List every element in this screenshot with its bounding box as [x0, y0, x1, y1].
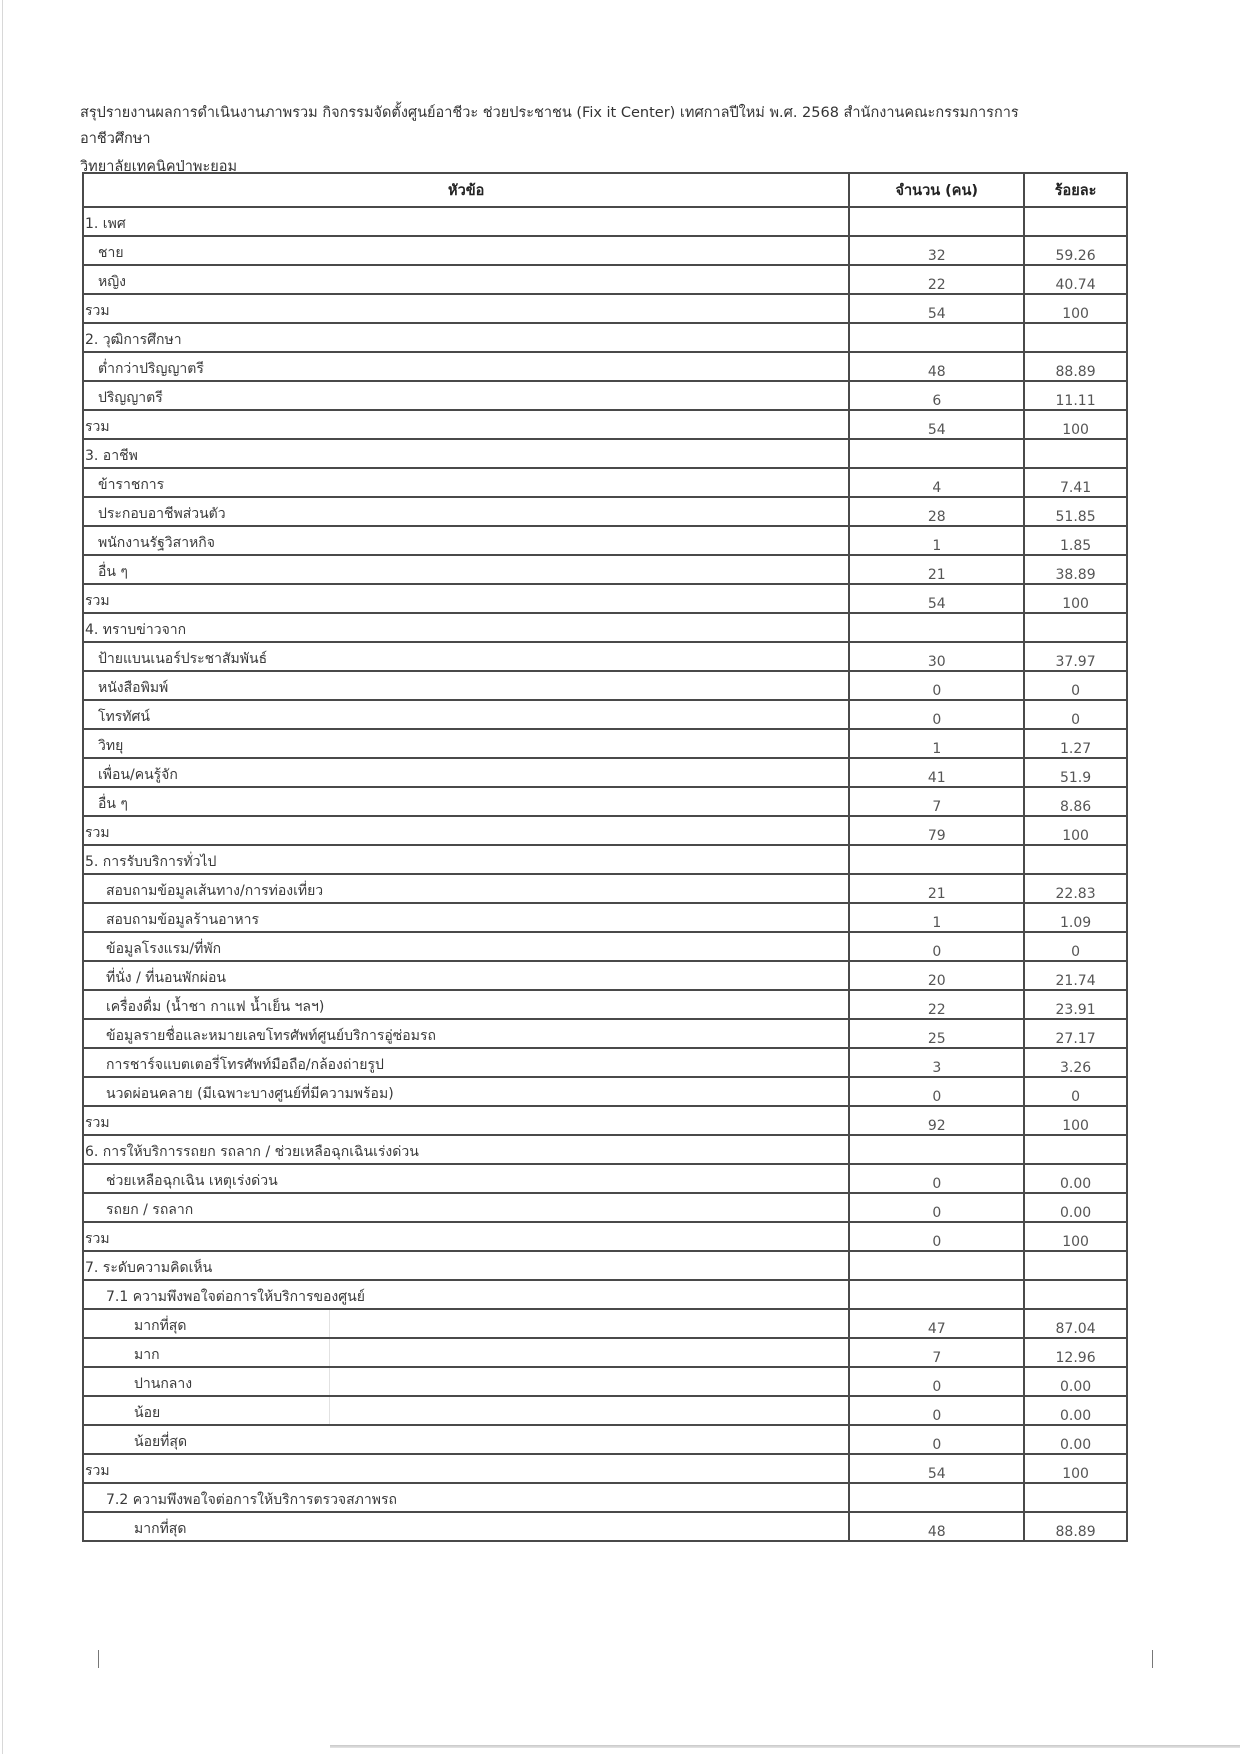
table-row — [83, 1193, 1127, 1222]
table-section-row — [83, 323, 1127, 352]
page-edge — [2, 0, 3, 1754]
row-label-cell — [83, 1309, 849, 1338]
row-label-cell — [83, 874, 849, 903]
table-row — [83, 1512, 1127, 1541]
row-label-cell — [83, 1164, 849, 1193]
row-label: 3. อาชีพ — [85, 448, 138, 464]
row-count: 7 — [849, 1338, 1024, 1367]
row-label: โทรทัศน์ — [98, 709, 150, 725]
table-section-row — [83, 1483, 1127, 1512]
table-row — [83, 729, 1127, 758]
table-row — [83, 265, 1127, 294]
row-percent: 0 — [1024, 700, 1127, 729]
row-label: พนักงานรัฐวิสาหกิจ — [98, 535, 215, 551]
row-percent: 8.86 — [1024, 787, 1127, 816]
row-percent: 0.00 — [1024, 1193, 1127, 1222]
row-percent: 27.17 — [1024, 1019, 1127, 1048]
table-row — [83, 381, 1127, 410]
table-header-row — [83, 173, 1127, 207]
row-label-cell — [83, 439, 849, 468]
table-row — [83, 497, 1127, 526]
row-count: 3 — [849, 1048, 1024, 1077]
row-percent: 59.26 — [1024, 236, 1127, 265]
row-count: 0 — [849, 1222, 1024, 1251]
document-title — [80, 100, 1080, 152]
row-percent: 7.41 — [1024, 468, 1127, 497]
row-percent — [1024, 1483, 1127, 1512]
row-label-cell — [83, 642, 849, 671]
row-label: รถยก / รถลาก — [106, 1202, 194, 1218]
row-count — [849, 1135, 1024, 1164]
row-count: 48 — [849, 352, 1024, 381]
row-percent: 1.27 — [1024, 729, 1127, 758]
row-label-cell — [83, 932, 849, 961]
row-label-cell — [83, 323, 849, 352]
row-label-cell — [83, 816, 849, 845]
row-label-cell — [83, 758, 849, 787]
row-label-cell — [83, 1425, 849, 1454]
row-label-cell — [83, 990, 849, 1019]
row-count: 28 — [849, 497, 1024, 526]
row-label-cell — [83, 1135, 849, 1164]
row-label-cell — [83, 1019, 849, 1048]
table-row — [83, 961, 1127, 990]
row-label: 7.1 ความพึงพอใจต่อการให้บริการของศูนย์ — [106, 1289, 365, 1305]
page-edge-bottom — [330, 1745, 1240, 1748]
row-count — [849, 1280, 1024, 1309]
row-count: 1 — [849, 526, 1024, 555]
row-label: 6. การให้บริการรถยก รถลาก / ช่วยเหลือฉุกเฉินเร่งด่วน — [85, 1144, 419, 1160]
row-percent: 11.11 — [1024, 381, 1127, 410]
table-row — [83, 1164, 1127, 1193]
row-label: ชาย — [98, 245, 124, 261]
row-count: 79 — [849, 816, 1024, 845]
table-total-row — [83, 1106, 1127, 1135]
row-count: 32 — [849, 236, 1024, 265]
row-label: นวดผ่อนคลาย (มีเฉพาะบางศูนย์ที่มีความพร้อม) — [106, 1086, 394, 1102]
row-percent: 0 — [1024, 1077, 1127, 1106]
table-row — [83, 468, 1127, 497]
header-count: จำนวน (คน) — [849, 173, 1024, 207]
row-percent: 0.00 — [1024, 1164, 1127, 1193]
table-row — [83, 1048, 1127, 1077]
row-label: เครื่องดื่ม (น้ำชา กาแฟ น้ำเย็น ฯลฯ) — [106, 999, 325, 1015]
row-count — [849, 845, 1024, 874]
row-count: 54 — [849, 584, 1024, 613]
row-count — [849, 207, 1024, 236]
header-topic: หัวข้อ — [83, 173, 849, 207]
row-label-cell — [83, 700, 849, 729]
row-label: ข้าราชการ — [98, 477, 165, 493]
table-row — [83, 758, 1127, 787]
row-label-cell — [83, 236, 849, 265]
table-row — [83, 932, 1127, 961]
row-label: วิทยุ — [98, 738, 124, 754]
row-label-cell — [83, 526, 849, 555]
row-percent — [1024, 439, 1127, 468]
table-row — [83, 903, 1127, 932]
table-total-row — [83, 294, 1127, 323]
row-count: 0 — [849, 671, 1024, 700]
row-percent: 37.97 — [1024, 642, 1127, 671]
row-count — [849, 613, 1024, 642]
row-label-cell — [83, 961, 849, 990]
row-count: 0 — [849, 700, 1024, 729]
row-percent: 100 — [1024, 294, 1127, 323]
table-row — [83, 1019, 1127, 1048]
row-percent: 51.85 — [1024, 497, 1127, 526]
row-count: 47 — [849, 1309, 1024, 1338]
row-percent: 38.89 — [1024, 555, 1127, 584]
row-percent — [1024, 613, 1127, 642]
row-count: 54 — [849, 410, 1024, 439]
table-row — [83, 700, 1127, 729]
row-percent — [1024, 1280, 1127, 1309]
college-name: วิทยาลัยเทคนิคป่าพะยอม — [80, 159, 238, 175]
row-percent: 87.04 — [1024, 1309, 1127, 1338]
row-label: สอบถามข้อมูลร้านอาหาร — [106, 912, 260, 928]
table-tail-line — [98, 1650, 99, 1668]
row-percent: 0 — [1024, 671, 1127, 700]
title-line-2: อาชีวศึกษา — [80, 131, 151, 147]
table-row — [83, 1309, 1127, 1338]
table-row — [83, 236, 1127, 265]
row-count: 0 — [849, 1164, 1024, 1193]
table-row — [83, 1077, 1127, 1106]
row-percent — [1024, 1251, 1127, 1280]
table-row — [83, 1425, 1127, 1454]
row-label: 1. เพศ — [85, 216, 126, 232]
row-percent: 21.74 — [1024, 961, 1127, 990]
row-percent: 1.09 — [1024, 903, 1127, 932]
row-count — [849, 439, 1024, 468]
row-label-cell — [83, 1193, 849, 1222]
row-count: 1 — [849, 903, 1024, 932]
table-section-row — [83, 613, 1127, 642]
row-label-cell — [83, 381, 849, 410]
row-percent — [1024, 207, 1127, 236]
table-row — [83, 874, 1127, 903]
table-section-row — [83, 1280, 1127, 1309]
row-count: 4 — [849, 468, 1024, 497]
table-row — [83, 671, 1127, 700]
row-percent: 0.00 — [1024, 1396, 1127, 1425]
row-label-cell — [83, 671, 849, 700]
row-label: อื่น ๆ — [98, 564, 128, 580]
row-label: มากที่สุด — [134, 1521, 187, 1537]
row-label: ข้อมูลรายชื่อและหมายเลขโทรศัพท์ศูนย์บริการอู่ซ่อมรถ — [106, 1028, 436, 1044]
row-count: 0 — [849, 1193, 1024, 1222]
table-total-row — [83, 584, 1127, 613]
row-count: 41 — [849, 758, 1024, 787]
row-label: ปริญญาตรี — [98, 390, 163, 406]
row-label: อื่น ๆ — [98, 796, 128, 812]
row-count: 25 — [849, 1019, 1024, 1048]
row-count: 1 — [849, 729, 1024, 758]
row-label: 4. ทราบข่าวจาก — [85, 622, 187, 638]
row-label-cell — [83, 729, 849, 758]
row-label-cell — [83, 294, 849, 323]
table-section-row — [83, 1135, 1127, 1164]
row-label: หนังสือพิมพ์ — [98, 680, 169, 696]
row-label-cell — [83, 1483, 849, 1512]
row-percent: 100 — [1024, 1106, 1127, 1135]
row-label-cell — [83, 468, 849, 497]
row-percent: 100 — [1024, 1454, 1127, 1483]
row-count: 54 — [849, 1454, 1024, 1483]
row-percent: 23.91 — [1024, 990, 1127, 1019]
row-count: 22 — [849, 990, 1024, 1019]
row-count: 0 — [849, 1077, 1024, 1106]
row-percent: 12.96 — [1024, 1338, 1127, 1367]
table-row — [83, 352, 1127, 381]
row-label: รวม — [85, 1231, 110, 1247]
row-label-cell — [83, 1367, 849, 1396]
row-label-cell — [83, 1251, 849, 1280]
row-count — [849, 323, 1024, 352]
row-percent — [1024, 323, 1127, 352]
table-row — [83, 990, 1127, 1019]
table-tail-line-right — [1152, 1650, 1153, 1668]
row-label-cell — [83, 265, 849, 294]
row-label: รวม — [85, 593, 110, 609]
table-total-row — [83, 410, 1127, 439]
row-percent: 100 — [1024, 816, 1127, 845]
row-count: 92 — [849, 1106, 1024, 1135]
row-count: 48 — [849, 1512, 1024, 1541]
row-percent — [1024, 845, 1127, 874]
row-percent: 40.74 — [1024, 265, 1127, 294]
row-percent: 0.00 — [1024, 1425, 1127, 1454]
row-count: 7 — [849, 787, 1024, 816]
row-label: รวม — [85, 303, 110, 319]
row-percent — [1024, 1135, 1127, 1164]
table-section-row — [83, 1251, 1127, 1280]
row-label-cell — [83, 584, 849, 613]
table-section-row — [83, 845, 1127, 874]
row-label: 7.2 ความพึงพอใจต่อการให้บริการตรวจสภาพรถ — [106, 1492, 397, 1508]
table-total-row — [83, 816, 1127, 845]
row-percent: 88.89 — [1024, 352, 1127, 381]
row-percent: 88.89 — [1024, 1512, 1127, 1541]
table-section-row — [83, 207, 1127, 236]
row-label: รวม — [85, 1463, 110, 1479]
row-label-cell — [83, 1512, 849, 1541]
row-count: 21 — [849, 874, 1024, 903]
row-label-cell — [83, 555, 849, 584]
row-percent: 100 — [1024, 410, 1127, 439]
row-label-cell — [83, 352, 849, 381]
row-label-cell — [83, 1222, 849, 1251]
row-percent: 100 — [1024, 1222, 1127, 1251]
row-label: ข้อมูลโรงแรม/ที่พัก — [106, 941, 222, 957]
table-row — [83, 526, 1127, 555]
row-count: 20 — [849, 961, 1024, 990]
row-label-cell — [83, 1106, 849, 1135]
row-count: 30 — [849, 642, 1024, 671]
row-percent: 3.26 — [1024, 1048, 1127, 1077]
row-label: ปานกลาง — [134, 1376, 193, 1392]
row-count: 6 — [849, 381, 1024, 410]
table-row — [83, 787, 1127, 816]
row-label: มากที่สุด — [134, 1318, 187, 1334]
table-row — [83, 642, 1127, 671]
row-count — [849, 1251, 1024, 1280]
row-label-cell — [83, 1338, 849, 1367]
row-label: น้อย — [134, 1405, 161, 1421]
row-label-cell — [83, 1396, 849, 1425]
row-count: 54 — [849, 294, 1024, 323]
table-total-row — [83, 1454, 1127, 1483]
row-count: 0 — [849, 1367, 1024, 1396]
row-count: 0 — [849, 1425, 1024, 1454]
row-label-cell — [83, 1077, 849, 1106]
table-row — [83, 1338, 1127, 1367]
table-body — [83, 207, 1127, 1541]
row-percent: 51.9 — [1024, 758, 1127, 787]
row-label-cell — [83, 613, 849, 642]
row-label: 5. การรับบริการทั่วไป — [85, 854, 217, 870]
row-label: 7. ระดับความคิดเห็น — [85, 1260, 213, 1276]
row-label: รวม — [85, 825, 110, 841]
row-label-cell — [83, 1048, 849, 1077]
row-label: ประกอบอาชีพส่วนตัว — [98, 506, 226, 522]
report-table — [82, 172, 1128, 1542]
row-label-cell — [83, 410, 849, 439]
row-label: น้อยที่สุด — [134, 1434, 188, 1450]
row-percent: 0 — [1024, 932, 1127, 961]
table-section-row — [83, 439, 1127, 468]
row-label-cell — [83, 1454, 849, 1483]
row-label: ที่นั่ง / ที่นอนพักผ่อน — [106, 970, 226, 986]
row-label-cell — [83, 787, 849, 816]
row-label: 2. วุฒิการศึกษา — [85, 332, 182, 348]
row-count: 0 — [849, 1396, 1024, 1425]
table-row — [83, 1367, 1127, 1396]
table-total-row — [83, 1222, 1127, 1251]
row-count: 22 — [849, 265, 1024, 294]
row-label: รวม — [85, 419, 110, 435]
row-percent: 1.85 — [1024, 526, 1127, 555]
table-row — [83, 555, 1127, 584]
row-label: ต่ำกว่าปริญญาตรี — [98, 361, 204, 377]
row-percent: 100 — [1024, 584, 1127, 613]
row-label-cell — [83, 207, 849, 236]
row-label: การชาร์จแบตเตอรี่โทรศัพท์มือถือ/กล้องถ่ายรูป — [106, 1057, 384, 1073]
row-count: 21 — [849, 555, 1024, 584]
table-row — [83, 1396, 1127, 1425]
row-label-cell — [83, 497, 849, 526]
row-label: มาก — [134, 1347, 160, 1363]
row-percent: 0.00 — [1024, 1367, 1127, 1396]
row-percent: 22.83 — [1024, 874, 1127, 903]
row-label-cell — [83, 903, 849, 932]
row-label: หญิง — [98, 274, 126, 290]
row-label-cell — [83, 845, 849, 874]
row-label: ช่วยเหลือฉุกเฉิน เหตุเร่งด่วน — [106, 1173, 278, 1189]
row-count: 0 — [849, 932, 1024, 961]
row-count — [849, 1483, 1024, 1512]
row-label: สอบถามข้อมูลเส้นทาง/การท่องเที่ยว — [106, 883, 324, 899]
row-label: รวม — [85, 1115, 110, 1131]
title-line-1: สรุปรายงานผลการดำเนินงานภาพรวม กิจกรรมจัดตั้งศูนย์อาชีวะ ช่วยประชาชน (Fix it Center) เทศกาลปีใหม่ พ.ศ. 2568 สำนักงานคณะกรรมการการ — [80, 105, 1019, 121]
row-label-cell — [83, 1280, 849, 1309]
row-label: ป้ายแบนเนอร์ประชาสัมพันธ์ — [98, 651, 268, 667]
row-label: เพื่อน/คนรู้จัก — [98, 767, 178, 783]
header-percent: ร้อยละ — [1024, 173, 1127, 207]
